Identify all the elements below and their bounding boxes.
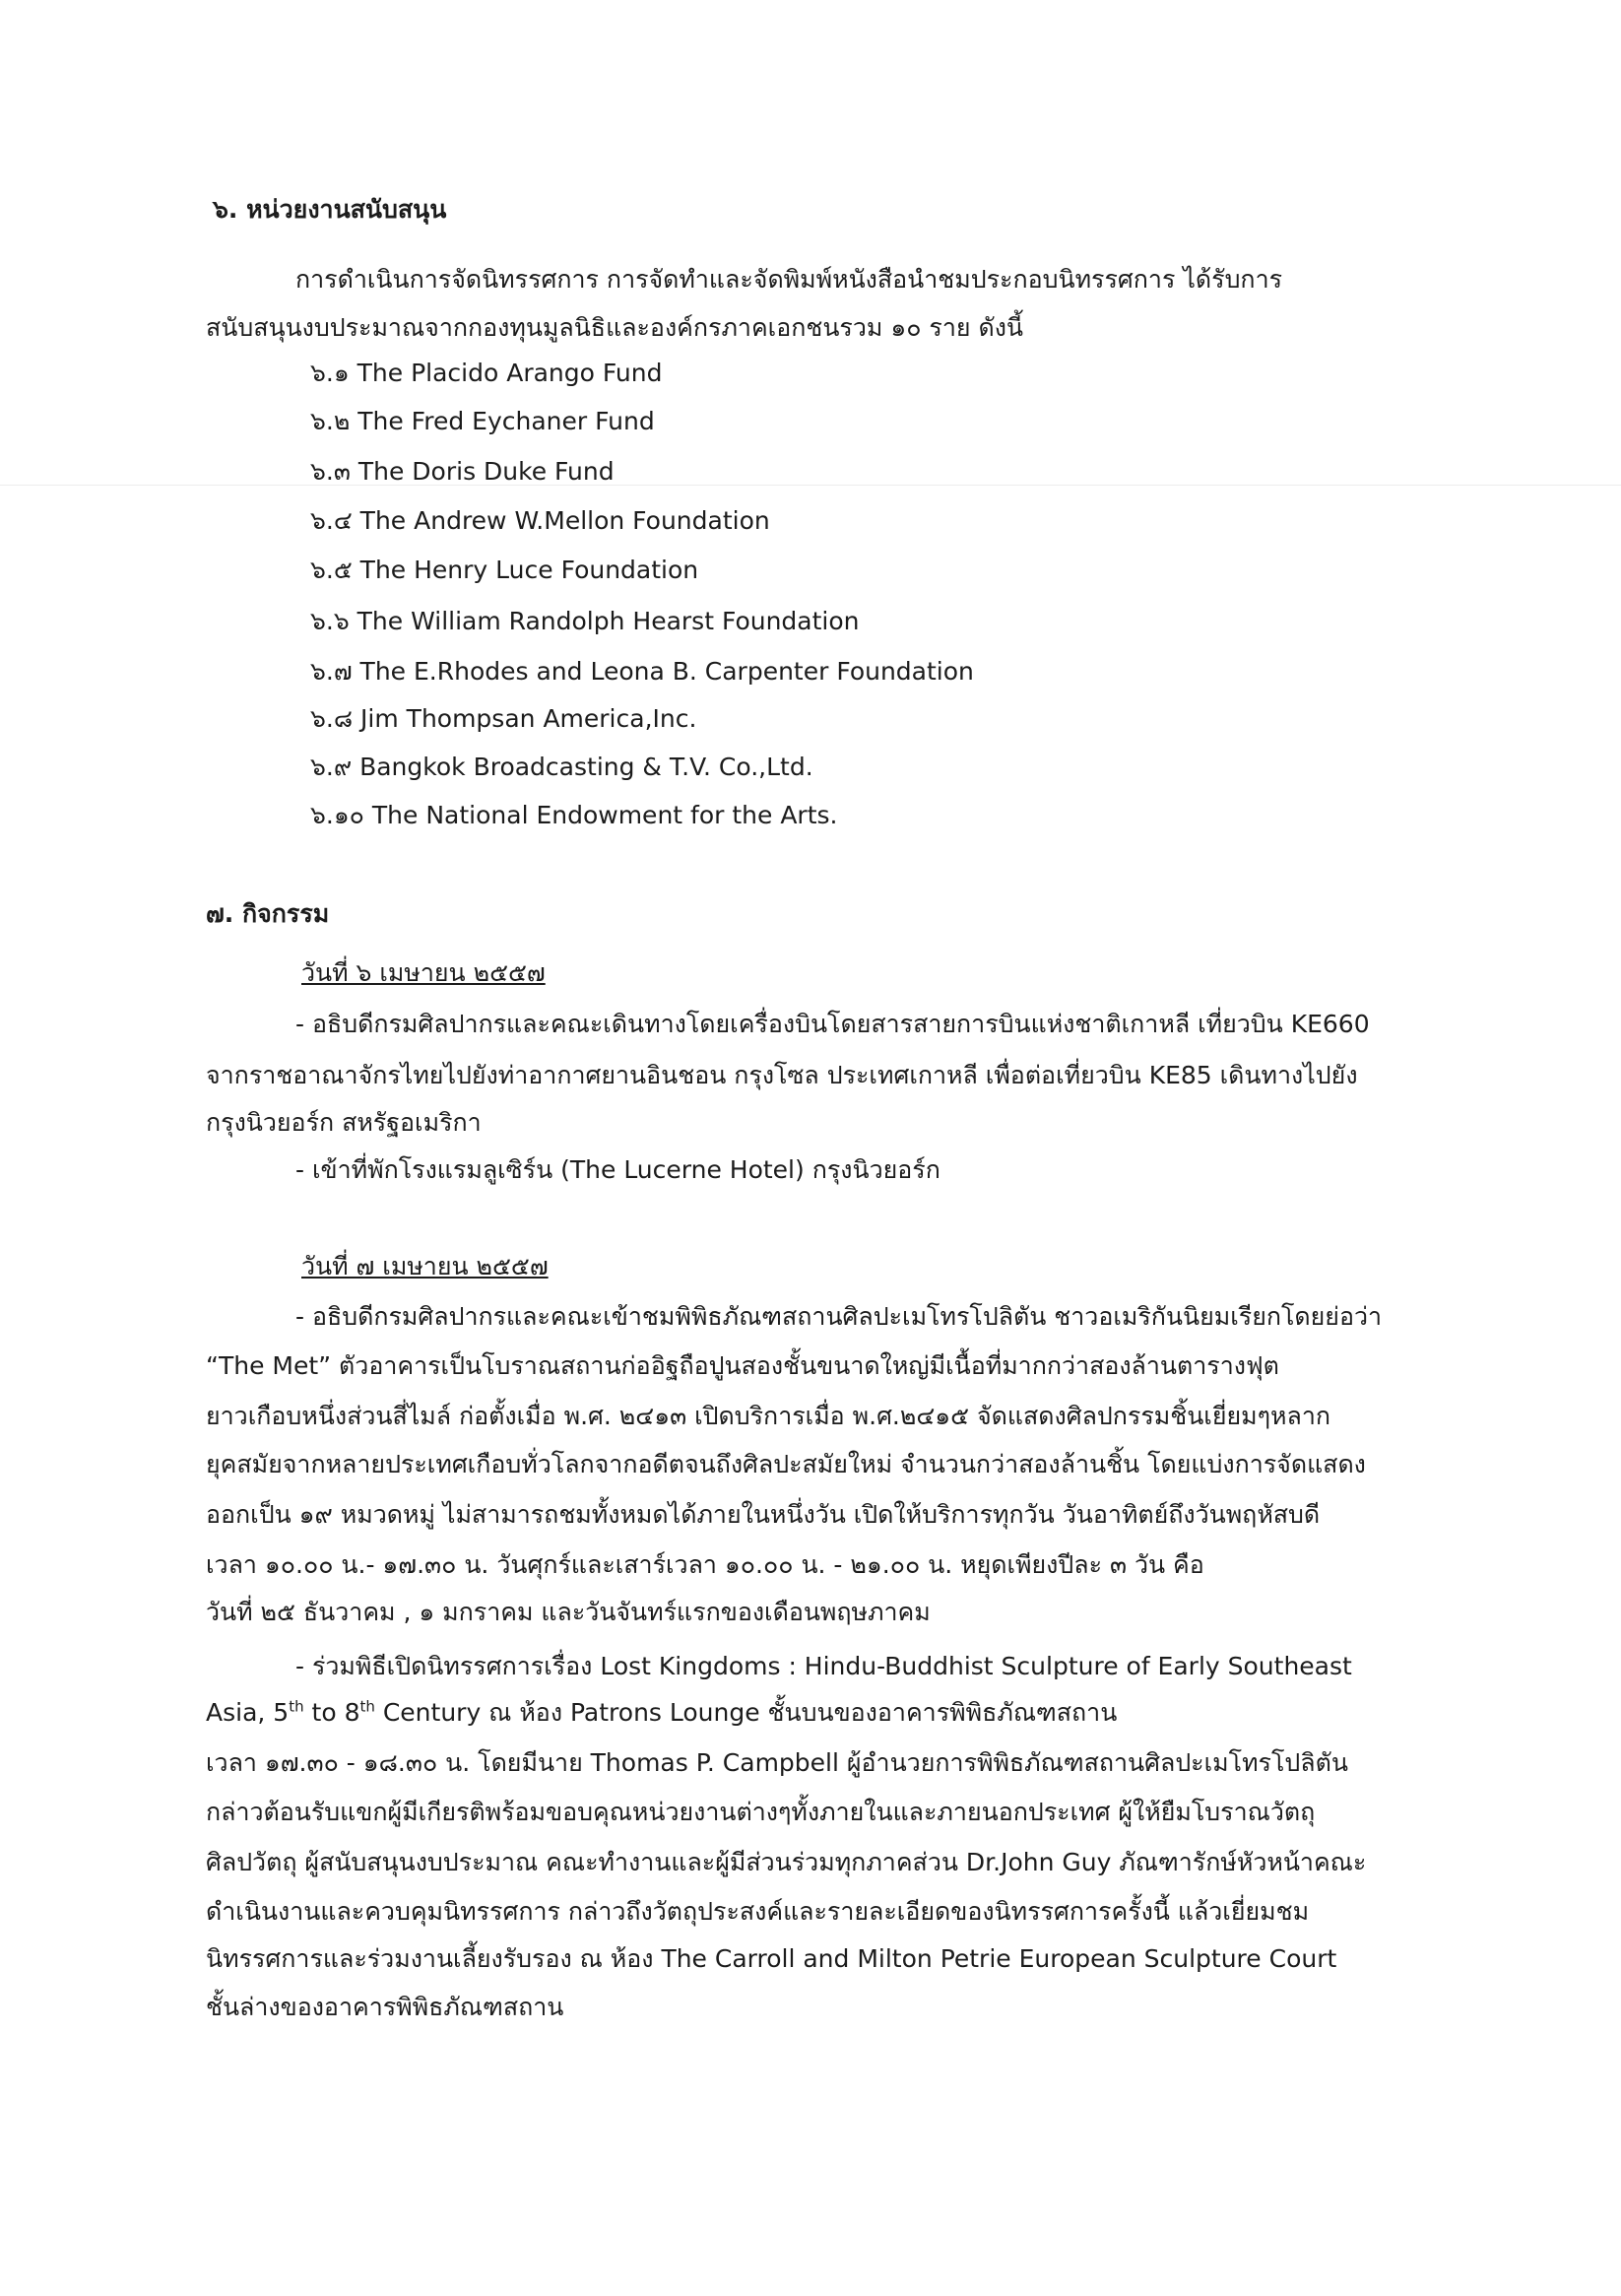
- activity-text-line: นิทรรศการและร่วมงานเลี้ยงรับรอง ณ ห้อง The Carroll and Milton Petrie European Sculpture Court: [206, 1944, 1337, 1973]
- text-fragment: to 8: [303, 1698, 360, 1727]
- activity-text-line: เวลา ๑๐.๐๐ น.- ๑๗.๓๐ น. วันศุกร์และเสาร์เวลา ๑๐.๐๐ น. - ๒๑.๐๐ น. หยุดเพียงปีละ ๓ วัน คือ: [206, 1550, 1204, 1579]
- activity-text-line: “The Met” ตัวอาคารเป็นโบราณสถานก่ออิฐถือปูนสองชั้นขนาดใหญ่มีเนื้อที่มากกว่าสองล้านตารางฟุต: [206, 1351, 1279, 1380]
- supporter-item: ๖.๒ The Fred Eychaner Fund: [310, 407, 655, 435]
- section-6-heading: ๖. หน่วยงานสนับสนุน: [213, 195, 447, 224]
- activity-text-line: เวลา ๑๗.๓๐ - ๑๘.๓๐ น. โดยมีนาย Thomas P. Campbell ผู้อำนวยการพิพิธภัณฑสถานศิลปะเมโทรโปลิตัน: [206, 1748, 1348, 1777]
- activity-text-line: ศิลปวัตถุ ผู้สนับสนุนงบประมาณ คณะทำงานและผู้มีส่วนร่วมทุกภาคส่วน Dr.John Guy ภัณฑารักษ์หัวหน้าคณะ: [206, 1848, 1367, 1876]
- activity-text-line: กรุงนิวยอร์ก สหรัฐอเมริกา: [206, 1108, 482, 1137]
- ordinal-superscript: th: [359, 1697, 375, 1716]
- activity-text-line-with-superscript: [206, 1696, 1117, 1730]
- supporter-item: ๖.๓ The Doris Duke Fund: [310, 457, 615, 486]
- section-6-intro-line: การดำเนินการจัดนิทรรศการ การจัดทำและจัดพิมพ์หนังสือนำชมประกอบนิทรรศการ ได้รับการ: [295, 265, 1283, 294]
- supporter-item: ๖.๑๐ The National Endowment for the Arts.: [310, 801, 838, 829]
- activity-text-line: - เข้าที่พักโรงแรมลูเซิร์น (The Lucerne Hotel) กรุงนิวยอร์ก: [295, 1155, 940, 1184]
- text-fragment: Asia, 5: [206, 1698, 290, 1727]
- section-7-heading: ๗. กิจกรรม: [206, 899, 330, 928]
- activity-date: วันที่ ๖ เมษายน ๒๕๕๗: [301, 958, 546, 987]
- section-6-intro-line: สนับสนุนงบประมาณจากกองทุนมูลนิธิและองค์กรภาคเอกชนรวม ๑๐ ราย ดังนี้: [206, 313, 1023, 342]
- supporter-item: ๖.๙ Bangkok Broadcasting & T.V. Co.,Ltd.: [310, 753, 813, 781]
- activity-date: วันที่ ๗ เมษายน ๒๕๕๗: [301, 1252, 549, 1280]
- supporter-item: ๖.๔ The Andrew W.Mellon Foundation: [310, 506, 770, 535]
- supporter-item: ๖.๘ Jim Thompsan America,Inc.: [310, 704, 697, 733]
- supporter-item: ๖.๗ The E.Rhodes and Leona B. Carpenter Foundation: [310, 657, 974, 686]
- activity-text-line: กล่าวต้อนรับแขกผู้มีเกียรติพร้อมขอบคุณหน่วยงานต่างๆทั้งภายในและภายนอกประเทศ ผู้ให้ยืมโบราณวัตถุ: [206, 1798, 1316, 1826]
- ordinal-superscript: th: [289, 1697, 304, 1716]
- supporter-item: ๖.๕ The Henry Luce Foundation: [310, 556, 699, 584]
- activity-text-line: - อธิบดีกรมศิลปากรและคณะเดินทางโดยเครื่องบินโดยสารสายการบินแห่งชาติเกาหลี เที่ยวบิน KE660: [295, 1010, 1370, 1038]
- activity-text-line: ออกเป็น ๑๙ หมวดหมู่ ไม่สามารถชมทั้งหมดได้ภายในหนึ่งวัน เปิดให้บริการทุกวัน วันอาทิตย์ถึงวันพฤหัสบดี: [206, 1500, 1321, 1529]
- activity-text-line: วันที่ ๒๕ ธันวาคม , ๑ มกราคม และวันจันทร์แรกของเดือนพฤษภาคม: [206, 1598, 931, 1626]
- text-fragment: Century ณ ห้อง Patrons Lounge ชั้นบนของอาคารพิพิธภัณฑสถาน: [374, 1698, 1118, 1727]
- activity-text-line: ชั้นล่างของอาคารพิพิธภัณฑสถาน: [206, 1993, 564, 2021]
- activity-text-line: ดำเนินงานและควบคุมนิทรรศการ กล่าวถึงวัตถุประสงค์และรายละเอียดของนิทรรศการครั้งนี้ แล้วเยี่ยมชม: [206, 1897, 1310, 1926]
- supporter-item: ๖.๖ The William Randolph Hearst Foundation: [310, 607, 860, 635]
- activity-text-line: - อธิบดีกรมศิลปากรและคณะเข้าชมพิพิธภัณฑสถานศิลปะเมโทรโปลิตัน ชาวอเมริกันนิยมเรียกโดยย่อว่า: [295, 1302, 1383, 1331]
- activity-text-line: จากราชอาณาจักรไทยไปยังท่าอากาศยานอินชอน กรุงโซล ประเทศเกาหลี เพื่อต่อเที่ยวบิน KE85 เดินทางไปยัง: [206, 1061, 1358, 1089]
- activity-text-line: ยุคสมัยจากหลายประเทศเกือบทั่วโลกจากอดีตจนถึงศิลปะสมัยใหม่ จำนวนกว่าสองล้านชิ้น โดยแบ่งการจัดแสดง: [206, 1450, 1366, 1478]
- activity-text-line: ยาวเกือบหนึ่งส่วนสี่ไมล์ ก่อตั้งเมื่อ พ.ศ. ๒๔๑๓ เปิดบริการเมื่อ พ.ศ.๒๔๑๕ จัดแสดงศิลปกรรมชิ้นเยี่ยมๆหลาก: [206, 1402, 1331, 1430]
- scan-artifact-line: [0, 485, 1621, 486]
- supporter-item: ๖.๑ The Placido Arango Fund: [310, 359, 663, 387]
- activity-text-line: - ร่วมพิธีเปิดนิทรรศการเรื่อง Lost Kingdoms : Hindu-Buddhist Sculpture of Early Southeast: [295, 1652, 1352, 1680]
